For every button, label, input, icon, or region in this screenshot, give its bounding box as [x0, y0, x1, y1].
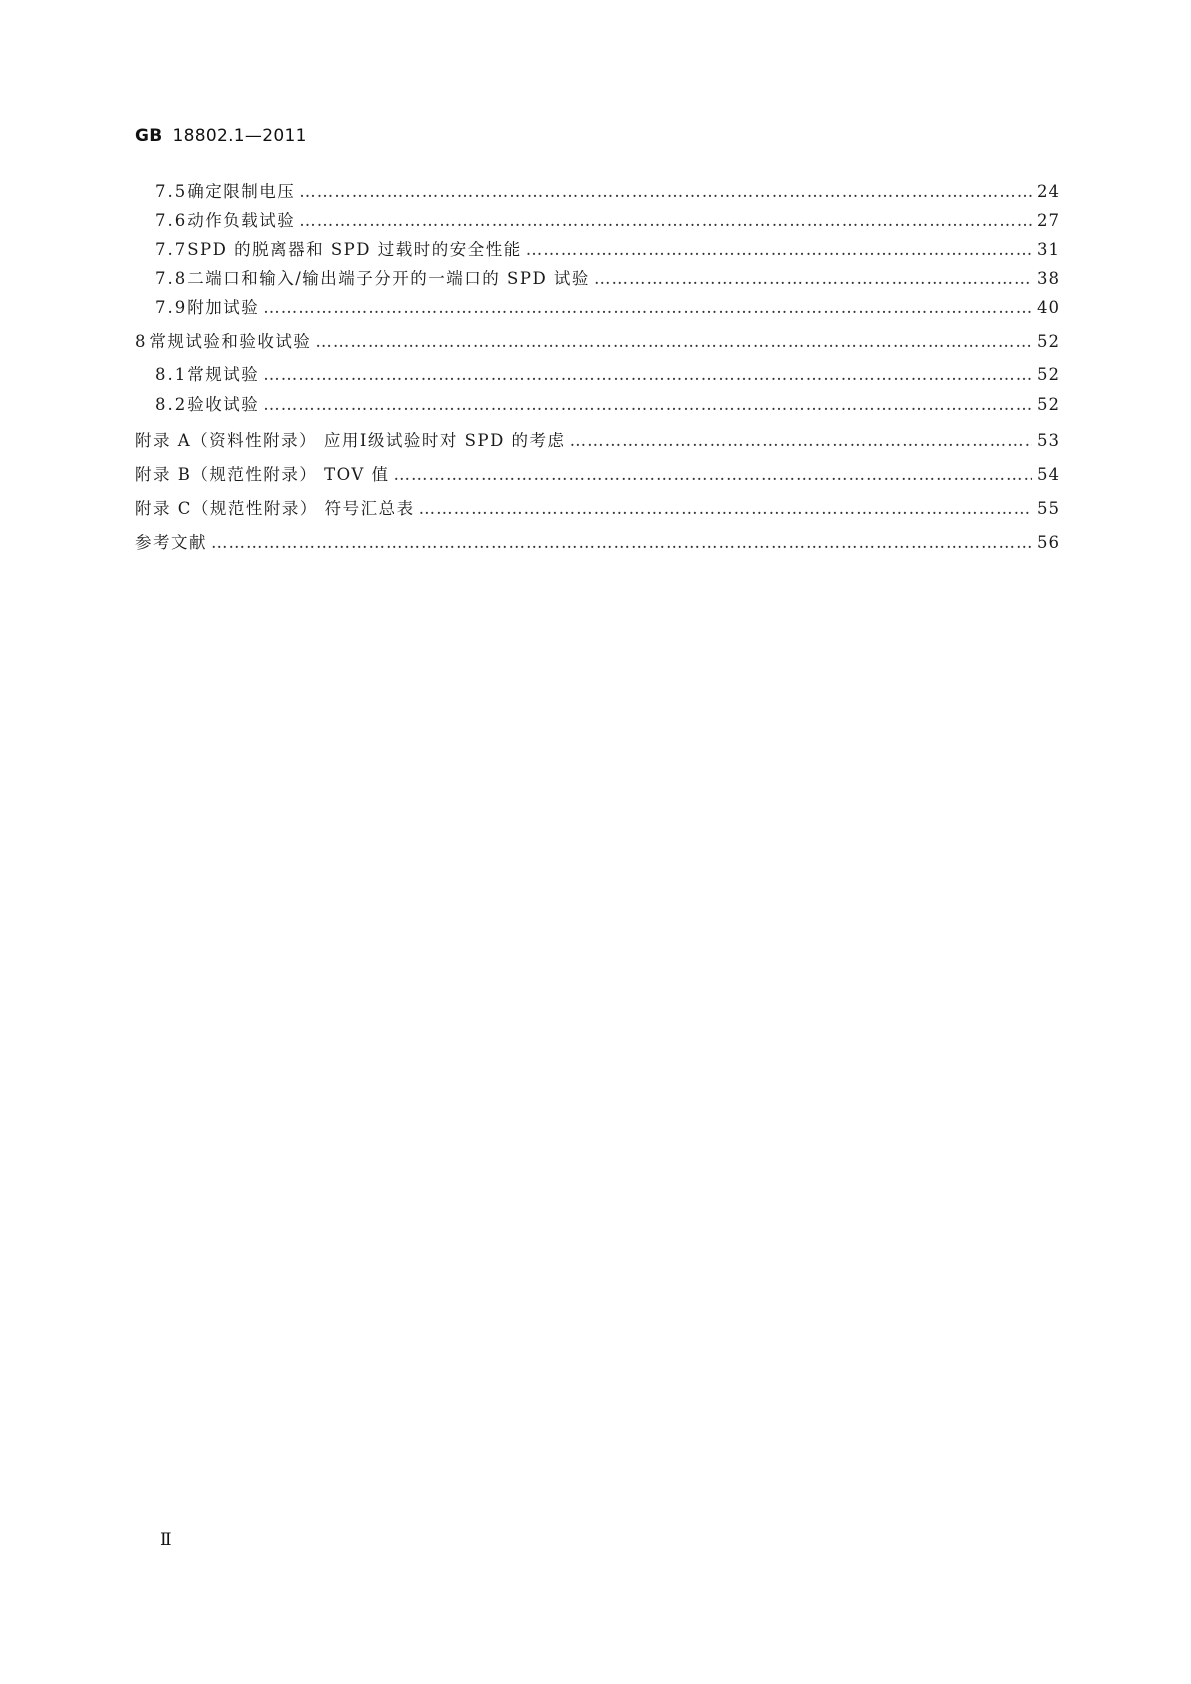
toc-entry-8[interactable] — [135, 330, 1060, 354]
toc-entry-page: 38 — [1037, 269, 1060, 288]
toc-entry-appendix-a[interactable] — [135, 429, 1060, 453]
toc-entry-title: 附录 B（规范性附录） TOV 值 — [135, 465, 390, 484]
toc-entry-number: 8.1 — [155, 365, 188, 384]
toc-entry-page: 54 — [1037, 465, 1060, 484]
toc-entry-title: 验收试验 — [187, 395, 260, 414]
toc-entry-page: 31 — [1037, 240, 1060, 259]
toc-entry-7-5[interactable] — [135, 180, 1060, 204]
toc-entry-title: 确定限制电压 — [187, 182, 296, 201]
page-number: Ⅱ — [160, 1530, 172, 1550]
toc-entry-number: 8 — [135, 332, 148, 351]
toc-dot-leader — [419, 497, 1032, 521]
toc-entry-page: 52 — [1037, 365, 1060, 384]
toc-dot-leader — [263, 296, 1032, 320]
toc-entry-page: 53 — [1037, 431, 1060, 450]
toc-entry-title: 附加试验 — [187, 298, 260, 317]
toc-dot-leader — [394, 463, 1032, 487]
toc-entry-number: 7.5 — [155, 182, 188, 201]
toc-entry-number: 8.2 — [155, 395, 188, 414]
toc-entry-title: 二端口和输入/输出端子分开的一端口的 SPD 试验 — [187, 269, 590, 288]
standard-header — [135, 126, 307, 146]
standard-prefix: GB — [135, 126, 163, 146]
toc-entry-number: 7.8 — [155, 269, 188, 288]
toc-entry-page: 40 — [1037, 298, 1060, 317]
toc-entry-number: 7.6 — [155, 211, 188, 230]
standard-number: 18802.1—2011 — [172, 126, 307, 146]
toc-dot-leader — [315, 330, 1032, 354]
toc-entry-page: 52 — [1037, 332, 1060, 351]
toc-entry-page: 56 — [1037, 533, 1060, 552]
toc-entry-page: 27 — [1037, 211, 1060, 230]
toc-entry-page: 55 — [1037, 499, 1060, 518]
toc-entry-references[interactable] — [135, 531, 1060, 555]
toc-entry-title: 附录 C（规范性附录） 符号汇总表 — [135, 499, 415, 518]
toc-entry-page: 24 — [1037, 182, 1060, 201]
toc-entry-appendix-c[interactable] — [135, 497, 1060, 521]
toc-dot-leader — [263, 393, 1032, 417]
toc-dot-leader — [594, 267, 1032, 291]
toc-entry-7-8[interactable] — [135, 267, 1060, 291]
toc-dot-leader — [299, 209, 1032, 233]
toc-entry-title: 附录 A（资料性附录） 应用Ⅰ级试验时对 SPD 的考虑 — [135, 431, 566, 450]
toc-entry-title: 动作负载试验 — [187, 211, 296, 230]
toc-entry-8-1[interactable] — [135, 363, 1060, 387]
toc-entry-8-2[interactable] — [135, 393, 1060, 417]
toc-entry-7-9[interactable] — [135, 296, 1060, 320]
toc-entry-number: 7.7 — [155, 240, 188, 259]
toc-entry-number: 7.9 — [155, 298, 188, 317]
toc-entry-title: 常规试验 — [187, 365, 260, 384]
toc-dot-leader — [211, 531, 1032, 555]
toc-entry-title: SPD 的脱离器和 SPD 过载时的安全性能 — [187, 240, 522, 259]
toc-entry-7-6[interactable] — [135, 209, 1060, 233]
toc-dot-leader — [526, 238, 1032, 262]
toc-dot-leader — [299, 180, 1032, 204]
toc-entry-appendix-b[interactable] — [135, 463, 1060, 487]
toc-dot-leader — [263, 363, 1032, 387]
toc-entry-7-7[interactable] — [135, 238, 1060, 262]
toc-entry-page: 52 — [1037, 395, 1060, 414]
toc-entry-title: 参考文献 — [135, 533, 207, 552]
toc-dot-leader — [570, 429, 1032, 453]
toc-entry-title: 常规试验和验收试验 — [149, 332, 312, 351]
